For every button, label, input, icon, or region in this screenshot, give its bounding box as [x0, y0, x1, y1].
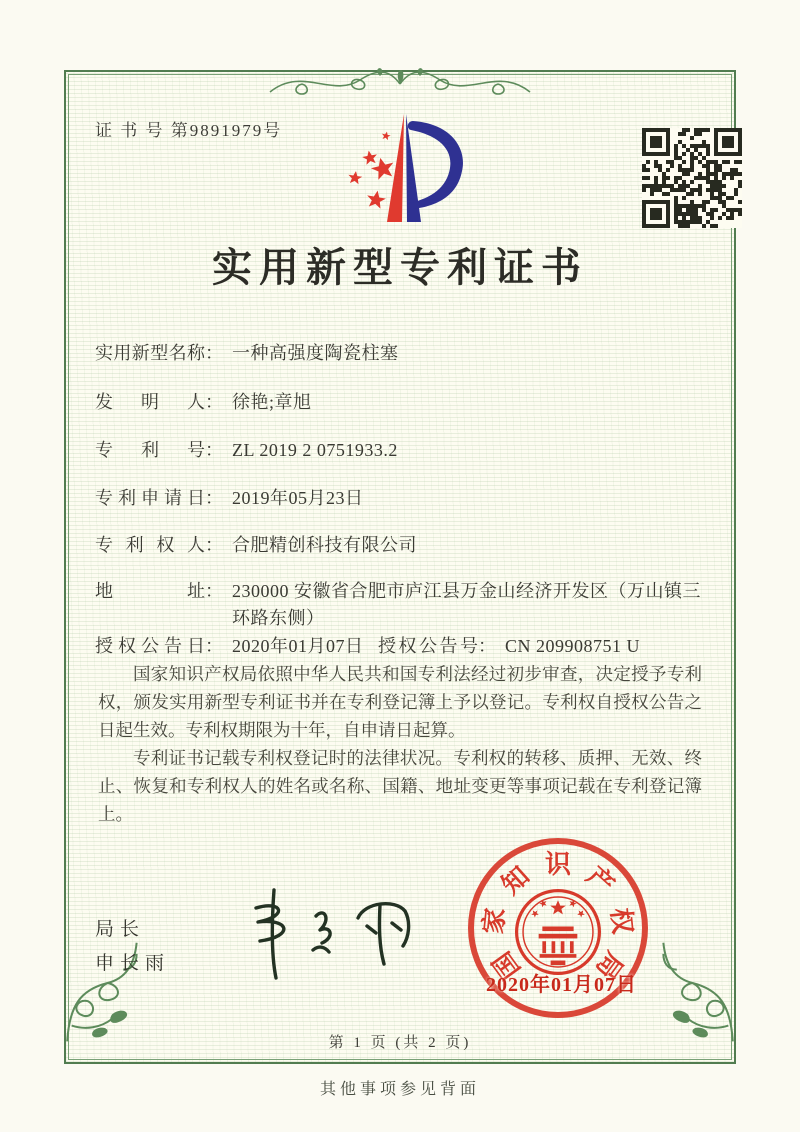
seal-char: 权: [605, 906, 637, 936]
certificate-number: 证 书 号 第9891979号: [95, 121, 283, 140]
body-paragraph: 国家知识产权局依照中华人民共和国专利法经过初步审查，决定授予专利权，颁发实用新型专利证书并在专利登记簿上予以登记。专利权自授权公告之日起生效。专利权期限为十年，自申请日起算。: [98, 664, 702, 740]
field-value: 2019年05月23日: [232, 488, 364, 508]
page-number: 第 1 页 (共 2 页): [328, 1035, 472, 1051]
seal-date: 2020年01月07日: [486, 974, 637, 996]
officer-name: 申长雨: [95, 953, 171, 974]
field-label: 专利权人: [95, 535, 205, 555]
certificate-title: 实用新型专利证书: [212, 245, 588, 290]
field-application-date: 专利申请日： 2019年05月23日: [95, 485, 710, 512]
cnipa-logo-icon: [333, 108, 471, 228]
seal-char: 家: [479, 906, 511, 936]
seal-char: 国: [487, 946, 527, 985]
officer-title: 局长: [95, 919, 146, 940]
field-label: 授权公告号: [378, 636, 478, 656]
field-value: ZL 2019 2 0751933.2: [232, 440, 398, 460]
national-emblem-icon: [512, 886, 604, 978]
seal-char: 识: [544, 850, 571, 879]
field-address: 地址： 230000 安徽省合肥市庐江县万金山经济开发区（万山镇三环路东侧）: [95, 578, 710, 632]
field-value: 2020年01月07日: [232, 636, 364, 656]
field-value: 一种高强度陶瓷柱塞: [232, 343, 399, 363]
field-value: 230000 安徽省合肥市庐江县万金山经济开发区（万山镇三环路东侧）: [232, 581, 701, 628]
signature-shen-changyu: [212, 878, 422, 983]
seal-char: 产: [581, 861, 620, 901]
field-patentee: 专利权人： 合肥精创科技有限公司: [95, 532, 710, 559]
field-value: 徐艳;章旭: [232, 392, 312, 412]
field-utility-model-name: 实用新型名称： 一种高强度陶瓷柱塞: [95, 340, 710, 367]
field-grant-date: 授权公告日： 2020年01月07日: [95, 636, 364, 656]
field-label: 专利号: [95, 440, 205, 460]
seal-char: 局: [589, 946, 629, 985]
field-grant-number: 授权公告号： CN 209908751 U: [378, 633, 640, 660]
field-label: 地址: [95, 581, 205, 601]
seal-char: 知: [496, 861, 535, 901]
field-label: 专利申请日: [95, 488, 205, 508]
back-note: 其他事项参见背面: [319, 1081, 480, 1098]
field-grant-row: [95, 633, 710, 660]
qr-code: [642, 128, 742, 228]
field-inventor: 发明人： 徐艳;章旭: [95, 389, 710, 416]
field-patent-number: 专利号： ZL 2019 2 0751933.2: [95, 437, 710, 464]
field-label: 发明人: [95, 392, 205, 412]
body-paragraph: 专利证书记载专利权登记时的法律状况。专利权的转移、质押、无效、终止、恢复和专利权人的姓名或名称、国籍、地址变更等事项记载在专利登记簿上。: [98, 748, 702, 824]
field-value: 合肥精创科技有限公司: [232, 535, 417, 555]
legal-body-text: [98, 660, 702, 828]
field-label: 授权公告日: [95, 636, 205, 656]
field-label: 实用新型名称: [95, 343, 205, 363]
field-value: CN 209908751 U: [505, 636, 641, 656]
